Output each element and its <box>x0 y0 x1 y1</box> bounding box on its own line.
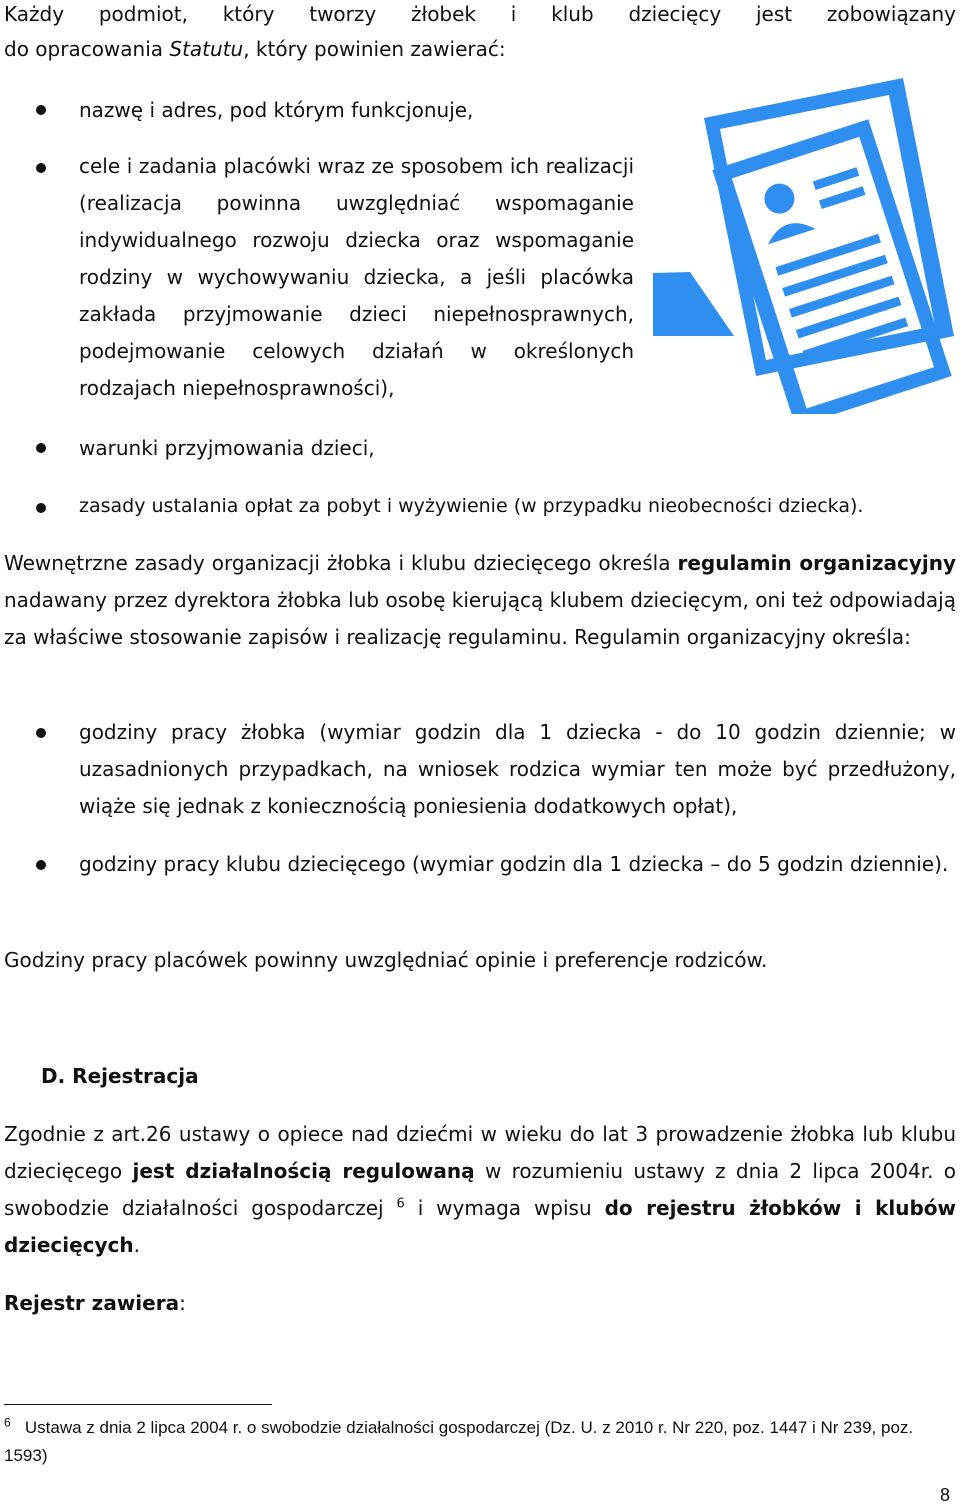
section-heading: D. Rejestracja <box>41 1064 199 1088</box>
intro-line-2: do opracowania Statutu, który powinien zawierać: <box>4 37 506 61</box>
regulamin-paragraph: Wewnętrzne zasady organizacji żłobka i klubu dziecięcego określa regulamin organizacyjny nadawany przez dyrektora żłobka lub osobę kierującą klubem dziecięcym, oni też odpowiadają za właściwe stosowanie zapisów i realizację regulaminu. Regulamin organizacyjny określa: <box>4 551 957 649</box>
list-item: godziny pracy żłobka (wymiar godzin dla 1 dziecka - do 10 godzin dziennie; w uzasadnionych przypadkach, na wniosek rodzica wymiar ten może być przedłużony, wiąże się jednak z koniecznością poniesienia dodatkowych opłat), <box>79 720 956 818</box>
list-item: cele i zadania placówki wraz ze sposobem ich realizacji (realizacja powinna uwzględniać wspomaganie indywidualnego rozwoju dziecka oraz wspomaganie rodziny w wychowywaniu dziecka, a jeśli placówka zakłada przyjmowanie dzieci niepełnosprawnych, podejmowanie celowych działań w określonych rodzajach niepełnosprawności), <box>79 154 634 400</box>
page-number: 8 <box>940 1485 951 1505</box>
footnote-reference: 6 <box>396 1196 405 1212</box>
footnote-divider <box>4 1404 272 1405</box>
list-item: warunki przyjmowania dzieci, <box>79 436 375 460</box>
list-item: zasady ustalania opłat za pobyt i wyżywienie (w przypadku nieobecności dziecka). <box>79 495 864 517</box>
bullet-icon <box>36 163 46 173</box>
preferences-paragraph: Godziny pracy placówek powinny uwzględniać opinie i preferencje rodziców. <box>4 948 768 972</box>
intro-line-1: Każdy podmiot, który tworzy żłobek i klub dziecięcy jest zobowiązany <box>4 2 956 26</box>
bullet-icon <box>36 728 46 738</box>
rejestr-heading: Rejestr zawiera: <box>4 1291 186 1315</box>
list-item: nazwę i adres, pod którym funkcjonuje, <box>79 98 474 122</box>
list-item: godziny pracy klubu dziecięcego (wymiar godzin dla 1 dziecka – do 5 godzin dziennie). <box>79 852 949 876</box>
footnote: $^6$ Ustawa z dnia 2 lipca 2004 r. o swobodzie działalności gospodarczej (Dz. U. z 2010 r. Nr 220, poz. 1447 i Nr 239, poz. 1593) <box>4 1415 914 1465</box>
bullet-icon <box>36 503 46 513</box>
registration-paragraph: Zgodnie z art.26 ustawy o opiece nad dziećmi w wieku do lat 3 prowadzenie żłobka lub klubu dziecięcego jest działalnością regulowaną w rozumieniu ustawy z dnia 2 lipca 2004r. o swobodzie działalności gospodarczej $^6$ i wymaga wpisu do rejestru żłobków i klubów dziecięcych. <box>4 1122 956 1257</box>
bullet-icon <box>36 443 46 453</box>
bullet-icon <box>36 860 46 870</box>
document-profile-icon <box>650 74 954 414</box>
bullet-icon <box>36 105 46 115</box>
